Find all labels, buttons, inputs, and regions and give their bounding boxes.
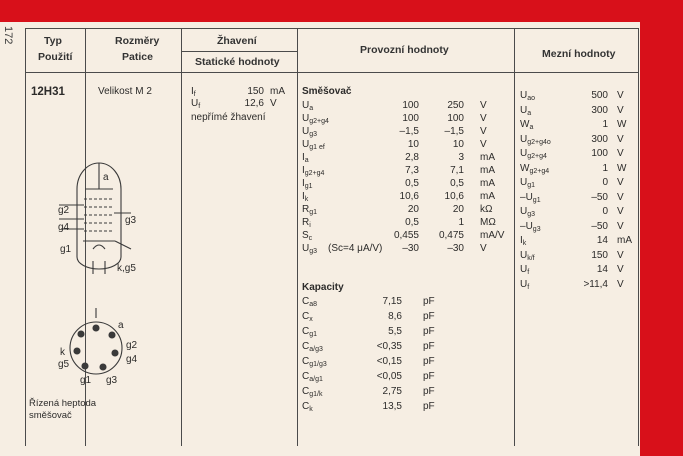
- capacity-unit: pF: [423, 356, 435, 367]
- symbol-letter: U: [520, 264, 528, 275]
- symbol-subscript: ao: [527, 95, 536, 102]
- column-divider: [25, 28, 26, 446]
- diagram-label-g2: g2: [58, 205, 70, 216]
- operating-unit: mA: [480, 191, 495, 202]
- base-label-g1: g1: [80, 375, 92, 386]
- operating-unit: mA: [480, 178, 495, 189]
- base-label-a: a: [118, 320, 124, 331]
- operating-value-1: 7,3: [405, 165, 419, 176]
- operating-value-1: 100: [402, 113, 419, 124]
- quantity-symbol: [520, 148, 547, 163]
- symbol-letter: U: [191, 98, 199, 109]
- capacity-value: 2,75: [382, 386, 402, 397]
- symbol-letter: U: [520, 148, 528, 159]
- symbol-subscript: a8: [309, 301, 318, 308]
- operating-value-1: 0,5: [405, 178, 419, 189]
- symbol-letter: R: [302, 204, 310, 215]
- sign-prefix: –: [520, 191, 526, 203]
- operating-value-1: 0,5: [405, 217, 419, 228]
- symbol-subscript: g3: [527, 211, 536, 218]
- quantity-symbol: [302, 326, 317, 341]
- symbol-subscript: g1: [304, 183, 313, 190]
- operating-value-2: 3: [458, 152, 464, 163]
- limit-value: 100: [591, 148, 608, 159]
- quantity-symbol: [520, 163, 549, 178]
- diagram-label-a: a: [103, 172, 109, 183]
- operating-unit: MΩ: [480, 217, 496, 228]
- symbol-letter: U: [525, 191, 533, 203]
- quantity-symbol: [520, 105, 531, 120]
- tube-type: 12H31: [31, 86, 65, 98]
- symbol-letter: U: [302, 139, 310, 150]
- symbol-subscript: k: [309, 406, 313, 413]
- header-typ: Typ: [44, 35, 62, 47]
- symbol-letter: I: [302, 165, 305, 176]
- quantity-symbol: [302, 311, 313, 326]
- operating-unit: V: [480, 139, 487, 150]
- operating-unit: V: [480, 113, 487, 124]
- symbol-subscript: a/g1: [309, 376, 323, 383]
- limit-value: 500: [591, 90, 608, 101]
- symbol-letter: C: [302, 371, 310, 382]
- heating-unit: V: [270, 98, 277, 109]
- symbol-letter: U: [520, 249, 528, 261]
- symbol-letter: C: [302, 326, 310, 337]
- tube-size: Velikost M 2: [98, 86, 152, 97]
- column-divider: [514, 28, 515, 446]
- symbol-subscript: a: [304, 157, 309, 164]
- base-label-k: k: [60, 347, 65, 358]
- capacity-value: 5,5: [388, 326, 402, 337]
- symbol-subscript: g1/g3: [309, 361, 327, 368]
- limit-value: 300: [591, 133, 608, 145]
- operating-value-2: –30: [447, 243, 464, 254]
- symbol-letter: U: [520, 90, 528, 101]
- limit-unit: mA: [617, 235, 632, 246]
- symbol-subscript: k: [304, 196, 309, 203]
- operating-value-2: 0,5: [450, 178, 464, 189]
- symbol-subscript: f: [527, 269, 530, 276]
- heating-note: nepřímé žhavení: [191, 112, 266, 123]
- capacity-unit: pF: [423, 296, 435, 307]
- symbol-letter: I: [302, 152, 305, 163]
- operating-value-2: 7,1: [450, 165, 464, 176]
- symbol-subscript: a: [529, 124, 534, 131]
- limit-value: 14: [596, 235, 608, 246]
- operating-value-2: 20: [452, 204, 464, 215]
- symbol-letter: I: [302, 191, 305, 202]
- symbol-subscript: f: [198, 103, 201, 110]
- quantity-symbol: [302, 371, 323, 386]
- symbol-letter: W: [520, 162, 530, 174]
- heating-value: 150: [247, 86, 264, 97]
- operating-value-2: 10,6: [444, 191, 464, 202]
- quantity-symbol: [302, 356, 327, 371]
- symbol-letter: W: [520, 119, 530, 130]
- diagram-label-g4: g4: [58, 222, 70, 233]
- symbol-subscript: g2+g4: [309, 118, 329, 125]
- base-label-g5: g5: [58, 359, 70, 370]
- symbol-letter: C: [302, 401, 310, 412]
- capacity-value: <0,15: [376, 356, 402, 367]
- quantity-symbol: [302, 341, 323, 356]
- symbol-letter: U: [520, 104, 528, 116]
- quantity-symbol: [520, 90, 535, 105]
- symbol-subscript: k: [522, 240, 527, 247]
- base-label-g4: g4: [126, 354, 138, 365]
- symbol-letter: S: [302, 230, 309, 241]
- operating-value-1: –30: [402, 243, 419, 254]
- operating-value-2: –1,5: [444, 126, 464, 137]
- symbol-subscript: g3: [532, 225, 541, 233]
- header-mezni-hodnoty: Mezní hodnoty: [542, 48, 616, 60]
- limit-value: 150: [591, 249, 608, 261]
- condition-note: (Sc=4 μA/V): [328, 243, 383, 254]
- symbol-letter: I: [520, 235, 523, 246]
- header-staticke-hodnoty: Statické hodnoty: [195, 56, 280, 68]
- operating-value-1: –1,5: [399, 126, 419, 137]
- limit-value: –50: [591, 220, 608, 232]
- symbol-subscript: g3: [309, 131, 318, 138]
- operating-unit: V: [480, 126, 487, 137]
- limit-unit: V: [617, 278, 624, 290]
- capacity-unit: pF: [423, 311, 435, 322]
- symbol-letter: C: [302, 386, 310, 397]
- operating-value-1: 20: [407, 204, 419, 215]
- symbol-subscript: g1/k: [309, 391, 323, 398]
- symbol-subscript: f: [193, 91, 196, 98]
- limit-unit: V: [617, 148, 624, 159]
- operating-value-2: 100: [447, 113, 464, 124]
- capacity-value: 7,15: [382, 296, 402, 307]
- symbol-subscript: g1: [527, 182, 536, 189]
- header-rozmery: Rozměry: [115, 35, 160, 47]
- symbol-letter: I: [302, 178, 305, 189]
- symbol-subscript: g1: [309, 209, 318, 216]
- column-divider: [181, 28, 182, 446]
- symbol-subscript: g1 ef: [309, 144, 325, 151]
- quantity-symbol: [520, 235, 526, 250]
- limit-unit: V: [617, 177, 624, 188]
- operating-value-1: 10: [407, 139, 419, 150]
- datasheet-page: [0, 22, 640, 456]
- symbol-subscript: i: [309, 222, 311, 229]
- symbol-subscript: g3: [309, 248, 318, 255]
- limit-unit: V: [617, 264, 624, 275]
- operating-value-2: 10: [452, 139, 464, 150]
- symbol-letter: U: [302, 243, 310, 254]
- capacity-unit: pF: [423, 386, 435, 397]
- quantity-symbol: [520, 119, 533, 134]
- symbol-subscript: g1: [309, 331, 318, 338]
- base-pinout-diagram: [56, 308, 136, 388]
- heating-value: 12,6: [244, 98, 264, 109]
- quantity-symbol: [520, 192, 541, 207]
- operating-value-2: 1: [458, 217, 464, 228]
- operating-unit: mA: [480, 152, 495, 163]
- limit-value: –50: [591, 191, 608, 203]
- operating-value-1: 10,6: [399, 191, 419, 202]
- limit-unit: W: [617, 119, 627, 130]
- operating-unit: kΩ: [480, 204, 493, 215]
- capacity-unit: pF: [423, 341, 435, 352]
- diagram-label-g1: g1: [60, 244, 72, 255]
- quantity-symbol: [520, 221, 541, 236]
- limit-unit: V: [617, 90, 624, 101]
- operating-unit: V: [480, 100, 487, 111]
- symbol-subscript: a: [527, 109, 532, 117]
- capacity-value: 8,6: [388, 311, 402, 322]
- quantity-symbol: [520, 206, 535, 221]
- limit-value: 0: [602, 206, 608, 217]
- symbol-letter: C: [302, 341, 310, 352]
- limit-value: 14: [596, 264, 608, 275]
- operating-unit: mA/V: [480, 230, 505, 241]
- symbol-letter: C: [302, 356, 310, 367]
- operating-value-1: 0,455: [393, 230, 419, 241]
- limit-unit: V: [617, 249, 624, 261]
- operating-value-2: 0,475: [438, 230, 464, 241]
- capacity-section-title: Kapacity: [302, 282, 344, 293]
- capacity-value: <0,05: [376, 371, 402, 382]
- operating-unit: V: [480, 243, 487, 254]
- column-divider: [297, 28, 298, 446]
- symbol-letter: U: [520, 133, 528, 145]
- quantity-symbol: [520, 250, 535, 265]
- header-top-rule: [25, 28, 638, 29]
- limit-unit: W: [617, 162, 627, 174]
- operating-value-2: 250: [447, 100, 464, 111]
- limit-value: 1: [602, 162, 608, 174]
- symbol-letter: U: [302, 100, 310, 111]
- diagram-label-k-g5: k,g5: [117, 263, 136, 274]
- quantity-symbol: [302, 401, 313, 416]
- limit-unit: V: [617, 206, 624, 217]
- quantity-symbol: [520, 134, 551, 149]
- capacity-value: 13,5: [382, 401, 402, 412]
- operating-unit: mA: [480, 165, 495, 176]
- symbol-subscript: g1: [532, 196, 541, 204]
- symbol-letter: U: [520, 206, 528, 217]
- tube-symbol-diagram: [35, 149, 145, 279]
- symbol-letter: U: [302, 126, 310, 137]
- limit-unit: V: [617, 191, 624, 203]
- symbol-letter: U: [302, 113, 310, 124]
- symbol-letter: U: [525, 220, 533, 232]
- limit-unit: V: [617, 220, 624, 232]
- header-pouziti: Použití: [38, 51, 73, 63]
- operating-value-1: 2,8: [405, 152, 419, 163]
- operating-value-1: 100: [402, 100, 419, 111]
- tube-use-line1: Řízená heptoda: [29, 398, 97, 409]
- sign-prefix: –: [520, 220, 526, 232]
- limit-unit: V: [617, 104, 624, 116]
- quantity-symbol: [302, 296, 317, 311]
- limit-value: 0: [602, 177, 608, 188]
- quantity-symbol: [520, 279, 529, 294]
- quantity-symbol: [520, 177, 535, 192]
- symbol-subscript: g2+g4: [304, 170, 325, 177]
- symbol-subscript: k/f: [527, 254, 535, 262]
- header-bottom-rule: [25, 72, 638, 73]
- page-number: 172: [2, 26, 14, 45]
- capacity-unit: pF: [423, 401, 435, 412]
- symbol-letter: U: [520, 278, 528, 290]
- symbol-letter: U: [520, 177, 528, 188]
- quantity-symbol: [302, 243, 317, 258]
- capacity-unit: pF: [423, 371, 435, 382]
- symbol-subscript: a/g3: [309, 346, 323, 353]
- capacity-unit: pF: [423, 326, 435, 337]
- base-label-g3: g3: [106, 375, 118, 386]
- header-mid-rule: [181, 51, 297, 52]
- limit-value: >11,4: [583, 278, 608, 290]
- symbol-letter: I: [191, 86, 194, 97]
- symbol-subscript: c: [308, 235, 313, 242]
- limit-unit: V: [617, 133, 624, 145]
- symbol-subscript: g2+g4o: [527, 138, 551, 146]
- header-zhaveni: Žhavení: [217, 35, 257, 47]
- header-patice: Patice: [122, 51, 153, 63]
- symbol-subscript: g2+g4: [529, 167, 550, 175]
- symbol-letter: R: [302, 217, 310, 228]
- diagram-label-g3: g3: [125, 215, 137, 226]
- limit-value: 300: [591, 104, 608, 116]
- operating-section-title: Směšovač: [302, 86, 352, 97]
- capacity-value: <0,35: [376, 341, 402, 352]
- symbol-letter: C: [302, 296, 310, 307]
- quantity-symbol: [520, 264, 529, 279]
- limit-value: 1: [602, 119, 608, 130]
- symbol-subscript: a: [309, 105, 314, 112]
- header-provozni-hodnoty: Provozní hodnoty: [360, 44, 449, 56]
- tube-use-line2: směšovač: [29, 410, 72, 421]
- base-label-g2: g2: [126, 340, 138, 351]
- quantity-symbol: [302, 386, 322, 401]
- symbol-subscript: f: [527, 283, 530, 291]
- symbol-subscript: x: [309, 316, 313, 323]
- heating-unit: mA: [270, 86, 285, 97]
- quantity-symbol: [191, 98, 200, 113]
- column-divider: [638, 28, 639, 446]
- symbol-subscript: g2+g4: [527, 153, 547, 160]
- symbol-letter: C: [302, 311, 310, 322]
